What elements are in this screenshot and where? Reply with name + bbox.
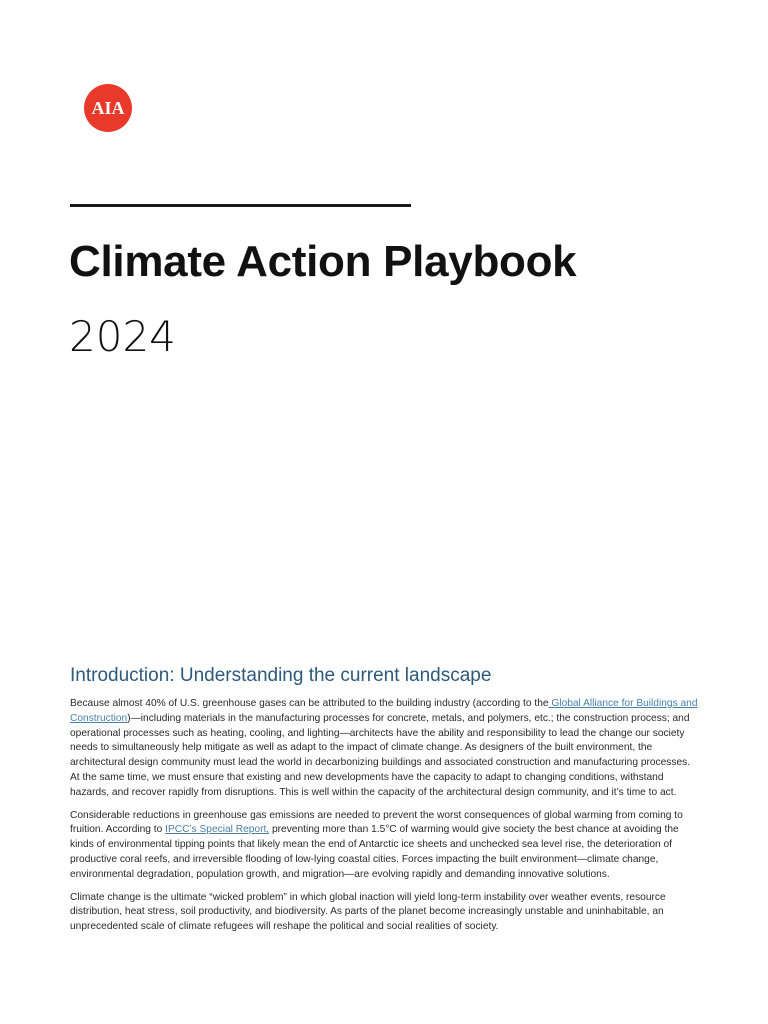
document-year: 2024 xyxy=(69,312,176,361)
intro-heading: Introduction: Understanding the current landscape xyxy=(70,665,492,686)
global-alliance-link[interactable]: Global Alliance for Buildings and Construction xyxy=(70,698,698,724)
title-rule xyxy=(70,204,411,207)
intro-section xyxy=(70,663,700,943)
intro-paragraph-1 xyxy=(70,697,700,801)
intro-paragraph-3: Climate change is the ultimate “wicked problem” in which global inaction will yield long-term instability over weather events, resource distribution, heat stress, soil productivity, and biodiversity. As parts of the planet become increasingly unstable and uninhabitable, an unprecedented scale of climate refugees will reshape the political and social realities of society. xyxy=(70,891,666,933)
p1-text-after: )—including materials in the manufacturing processes for concrete, metals, and polymers, etc.; the construction process; and operational processes such as heating, cooling, and lighting—architects have the ability and responsibility to lead the change our society needs to simultaneously help mitigate as well as adapt to the impact of climate change. As designers of the built environment, the architectural design community must lead the world in decarbonizing buildings and associated construction and manufacturing processes. At the same time, we must ensure that existing and new developments have the capacity to adapt to changing conditions, withstand hazards, and recover rapidly from disruptions. This is well within the capacity of the architectural design community, and it’s time to act. xyxy=(70,712,691,798)
aia-logo-text: AIA xyxy=(91,97,125,118)
document-title: Climate Action Playbook xyxy=(69,237,577,286)
ipcc-report-link[interactable]: IPCC’s Special Report, xyxy=(165,824,270,836)
aia-logo xyxy=(84,84,132,132)
p2-text-after: preventing more than 1.5°C of warming would give society the best chance at avoiding the kinds of environmental tipping points that likely mean the end of Antarctic ice sheets and unchecked sea level rise, the deterioration of productive coral reefs, and irreversible flooding of low-lying coastal cities. Forces impacting the built environment—climate change, environmental degradation, population growth, and migration—are evolving rapidly and demanding innovative solutions. xyxy=(70,824,679,880)
p2-text-before: Considerable reductions in greenhouse gas emissions are needed to prevent the worst consequences of global warming from coming to fruition. According to xyxy=(70,809,683,836)
intro-paragraph-2 xyxy=(70,809,700,883)
p1-text-before: Because almost 40% of U.S. greenhouse gases can be attributed to the building industry (according to the xyxy=(70,698,549,709)
